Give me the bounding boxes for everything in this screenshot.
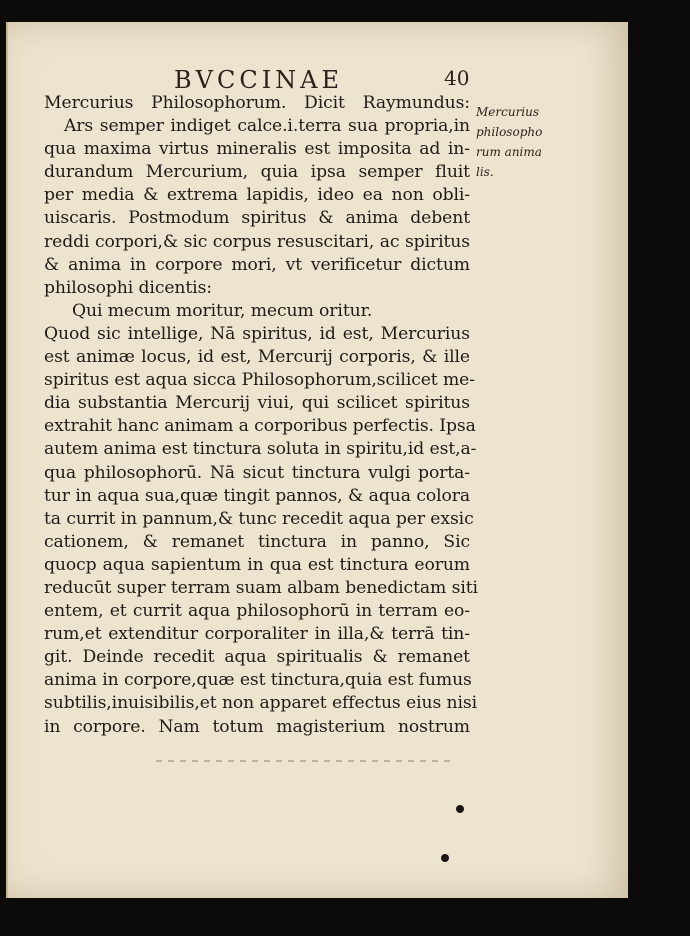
marginal-gloss: [476, 102, 576, 182]
text-line: git. Deinde recedit aqua spiritualis & remanet: [44, 647, 470, 668]
text-line: cationem, & remanet tinctura in panno, Sic: [44, 531, 470, 552]
text-line: reducūt super terram suam albam benedictam siti: [44, 577, 478, 598]
running-head: BVCCINAE: [174, 66, 344, 94]
page-number: 40: [444, 66, 470, 90]
text-line: qua maxima virtus mineralis est imposita ad in-: [44, 139, 470, 160]
text-line: spiritus est aqua sicca Philosophorum,scilicet me-: [44, 370, 475, 391]
text-line: ta currit in pannum,& tunc recedit aqua per exsic: [44, 508, 474, 529]
quotation-line: Qui mecum moritur, mecum oritur.: [72, 300, 373, 321]
text-line: subtilis,inuisibilis,et non apparet effectus eius nisi: [44, 693, 478, 714]
text-line: reddi corpori,& sic corpus resuscitari, ac spiritus: [44, 231, 470, 252]
ink-dot: [441, 854, 449, 862]
faint-print-line: [156, 760, 456, 762]
ink-dot: [456, 805, 464, 813]
text-line: extrahit hanc animam a corporibus perfectis. Ipsa: [44, 416, 476, 437]
text-line: Mercurius Philosophorum. Dicit Raymundus:: [44, 93, 470, 113]
page-gutter-edge: [6, 22, 8, 898]
text-line: Quod sic intellige, Nā spiritus, id est, Mercurius: [44, 323, 470, 344]
text-line: in corpore. Nam totum magisterium nostrum: [44, 716, 470, 737]
text-line: qua philosophorū. Nā sicut tinctura vulgi porta-: [44, 462, 470, 483]
text-line: durandum Mercurium, quia ipsa semper fluit: [44, 162, 470, 183]
text-line: uiscaris. Postmodum spiritus & anima debent: [44, 208, 470, 229]
text-line: rum,et extenditur corporaliter in illa,& terrā tin-: [44, 624, 470, 645]
text-line: quocp aqua sapientum in qua est tinctura eorum: [44, 554, 470, 575]
text-line: tur in aqua sua,quæ tingit pannos, & aqua colora: [44, 485, 470, 506]
text-line: anima in corpore,quæ est tinctura,quia est fumus: [44, 670, 472, 691]
marginal-gloss-line: philosopho: [476, 125, 543, 139]
text-line: philosophi dicentis:: [44, 277, 212, 298]
book-page: [6, 22, 628, 898]
text-line: Ars semper indiget calce.i.terra sua propria,in: [64, 116, 470, 137]
marginal-gloss-line: Mercurius: [476, 105, 540, 119]
main-text-block: [44, 92, 478, 739]
marginal-gloss-line: rum anima: [476, 145, 542, 159]
text-line: autem anima est tinctura soluta in spiritu,id est,a-: [44, 439, 477, 460]
text-line: & anima in corpore mori, vt verificetur dictum: [44, 254, 470, 275]
text-line: est animæ locus, id est, Mercurij corporis, & ille: [44, 347, 470, 368]
text-line: entem, et currit aqua philosophorū in terram eo-: [44, 601, 470, 622]
text-line: per media & extrema lapidis, ideo ea non obli-: [44, 185, 470, 206]
marginal-gloss-line: lis.: [476, 165, 494, 179]
text-line: dia substantia Mercurij viui, qui scilicet spiritus: [44, 393, 470, 414]
